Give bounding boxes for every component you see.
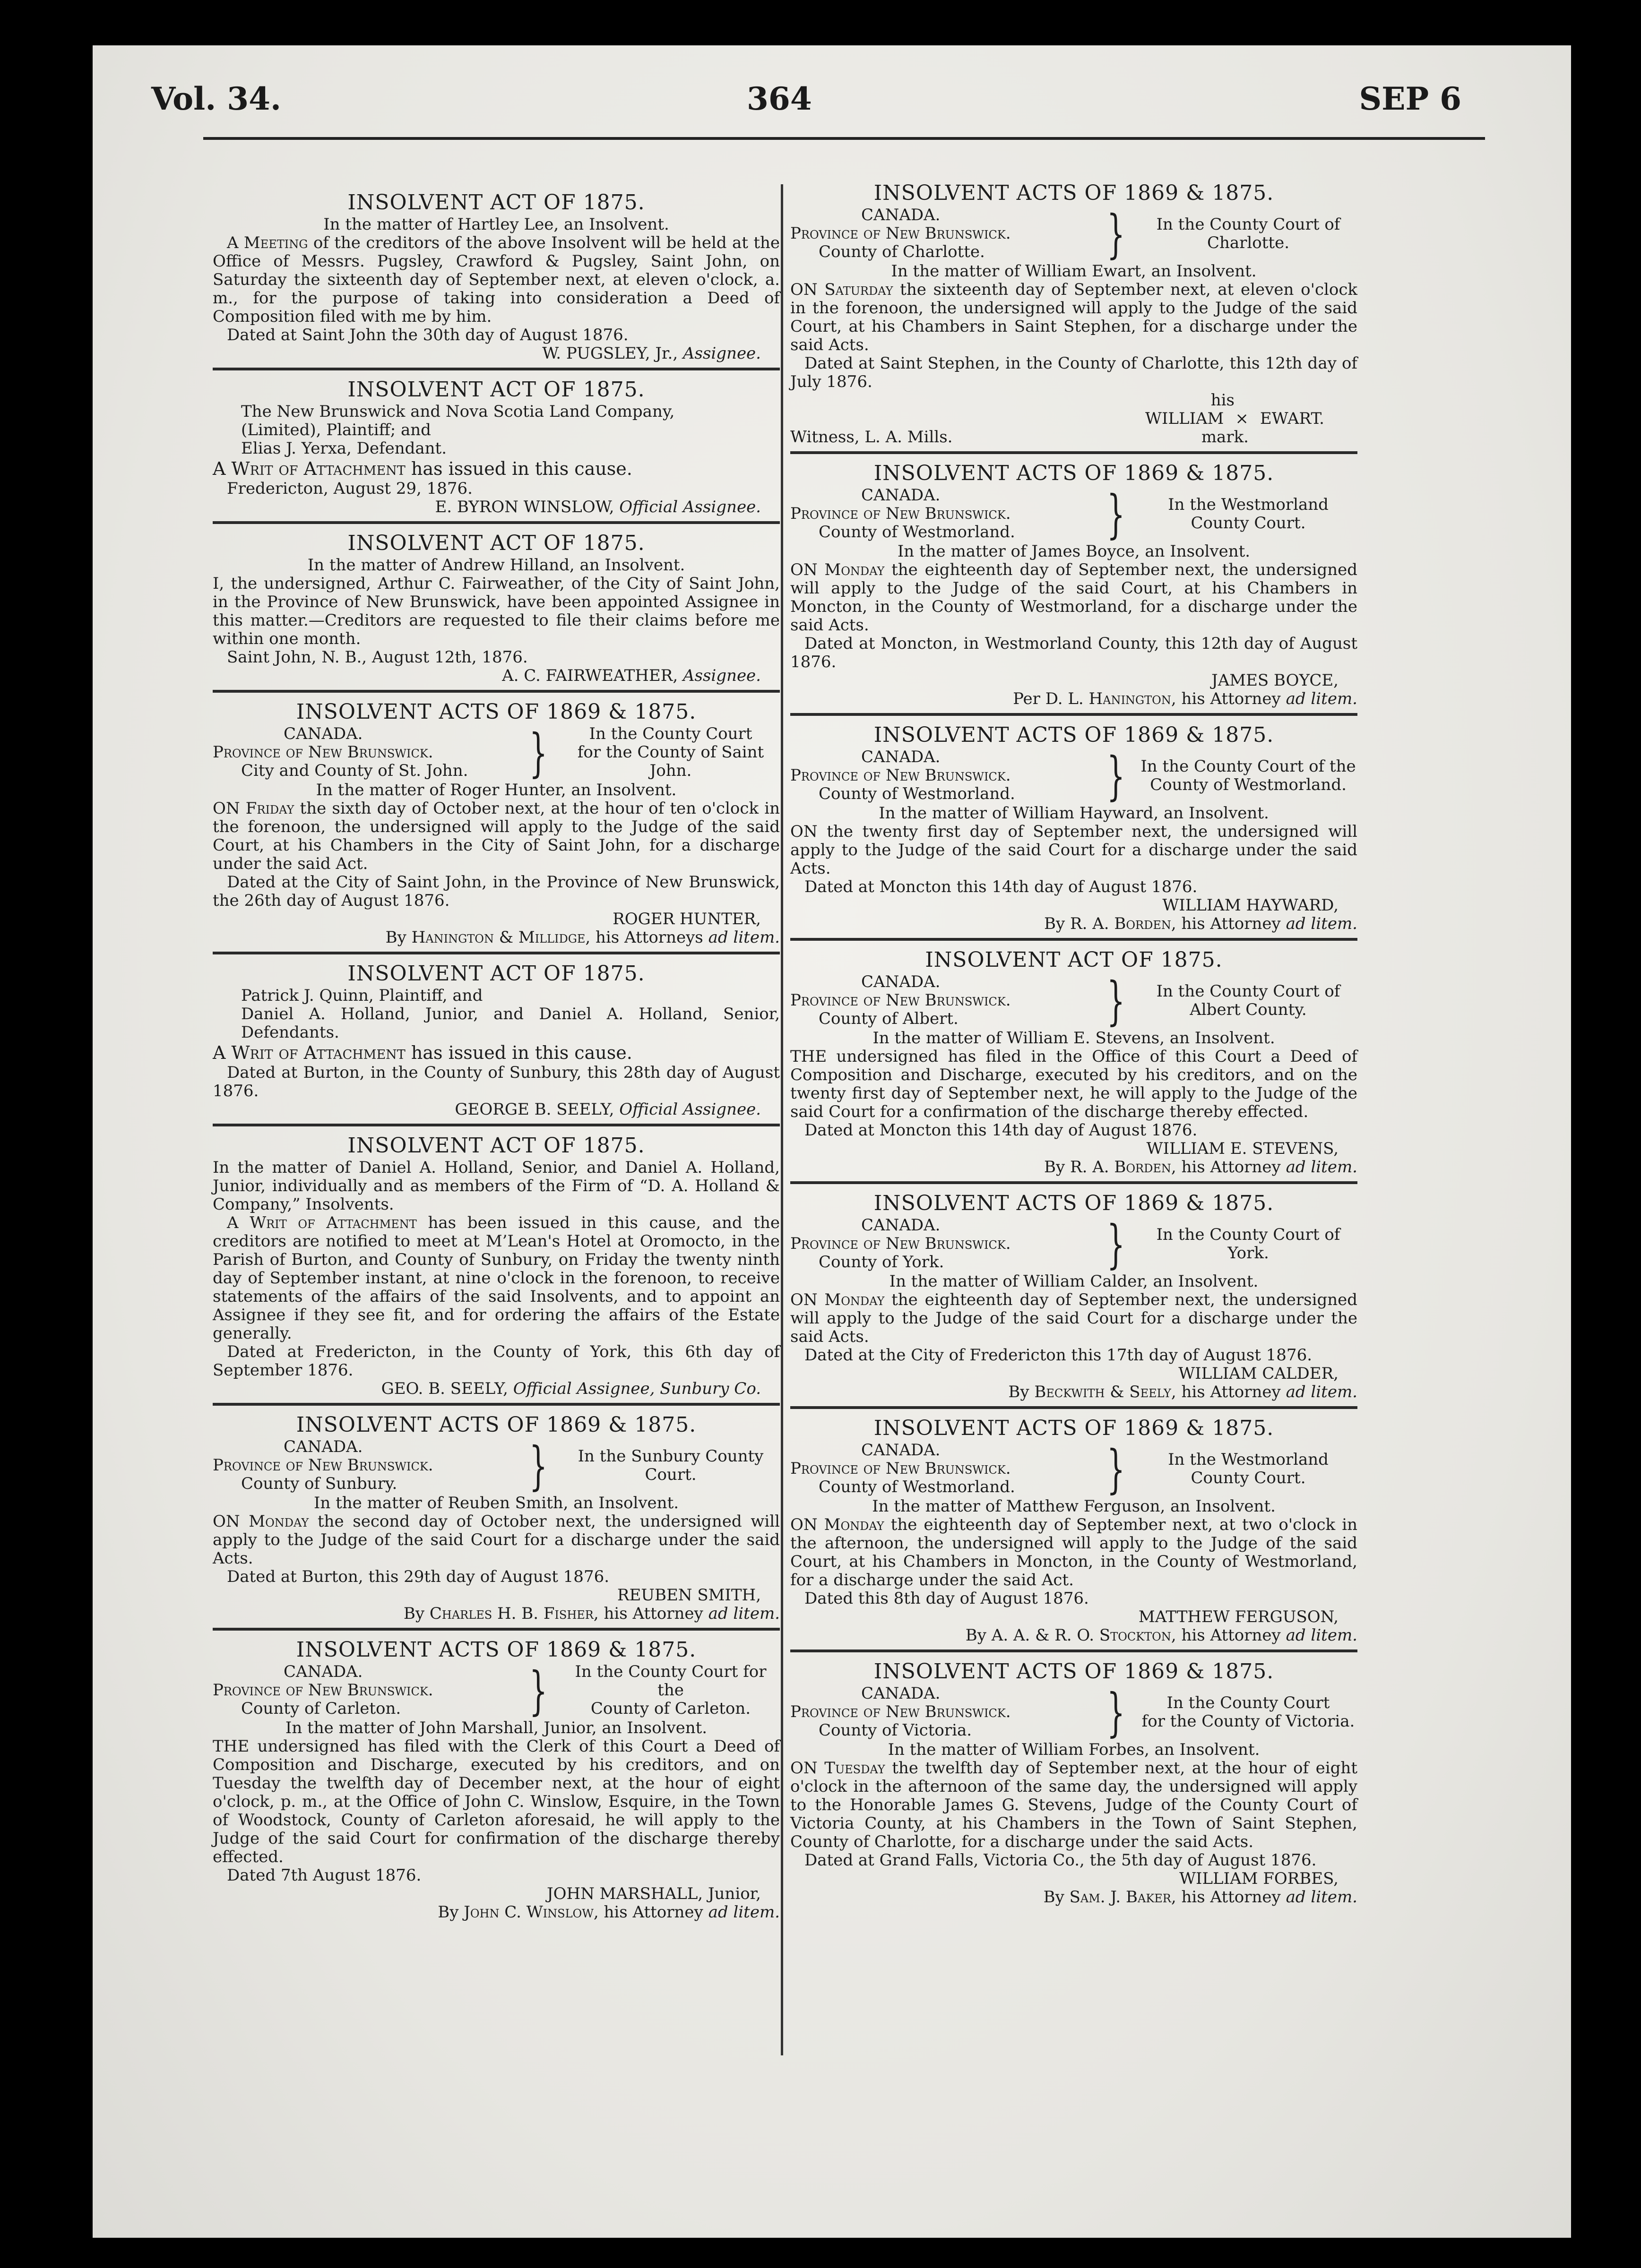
notice-matter: In the matter of James Boyce, an Insolvent. <box>897 542 1251 561</box>
notice-dated: Dated at Moncton this 14th day of August 1876. <box>804 877 1198 896</box>
court-heading: CANADA. Province of New Brunswick. County of Albert. } In the County Court of Albert County. <box>790 970 1340 1031</box>
notice-name: WILLIAM CALDER, <box>1178 1364 1339 1383</box>
notice-matter: In the matter of John Marshall, Junior, an Insolvent. <box>285 1718 708 1737</box>
notice-name: REUBEN SMITH, <box>617 1586 761 1605</box>
notice-signature: GEO. B. SEELY, Official Assignee, Sunbury Co. <box>381 1379 761 1398</box>
notice-body: A Meeting of the creditors of the above Insolvent will be held at the Office of Messrs. Pugsley, Crawford & Pugsley, Saint John, on Saturday the sixteenth day of September next, at eleven o'clock, a. m., for the purpose of taking into consideration a Deed of Composition filed with me by him. <box>213 233 780 326</box>
notice-body: ON Monday the eighteenth day of September next, the undersigned will apply to the Judge of the said Court, at his Chambers in Moncton, in the County of Westmorland, for a discharge under the said Acts. <box>790 560 1358 635</box>
notice-title: INSOLVENT ACTS OF 1869 & 1875. <box>873 1191 1274 1215</box>
court-heading: CANADA. Province of New Brunswick. County of Westmorland. } In the County Court of the County of Westmorland. <box>790 745 1356 806</box>
notice-body: I, the undersigned, Arthur C. Fairweather, of the City of Saint John, in the Province of New Brunswick, have been appointed Assignee in this matter.—Creditors are requested to file their claims before me within one month. <box>213 574 780 648</box>
notice-dated: Dated at Saint John the 30th day of August 1876. <box>227 326 629 344</box>
notice-body: THE undersigned has filed in the Office of this Court a Deed of Composition and Discharge, executed by his creditors, and on the twenty first day of September next, he will apply to the Judge of the said Court for a confirmation of the discharge thereby effected. <box>790 1047 1357 1121</box>
notice-quinn-holland <box>213 960 780 1126</box>
notice-title: INSOLVENT ACTS OF 1869 & 1875. <box>873 1659 1274 1684</box>
notice-party: The New Brunswick and Nova Scotia Land Company, <box>241 402 675 421</box>
court-heading: CANADA. Province of New Brunswick. County of York. } In the County Court of York. <box>790 1213 1340 1274</box>
notice-matter: In the matter of Hartley Lee, an Insolvent. <box>323 215 669 234</box>
notice-land-company <box>213 376 780 524</box>
notice-matter: In the matter of Reuben Smith, an Insolvent. <box>313 1494 679 1512</box>
notice-body: ON Monday the second day of October next, the undersigned will apply to the Judge of the said Court for a discharge under the said Acts. <box>213 1512 780 1568</box>
notice-william-forbes <box>790 1658 1357 1911</box>
notice-body: ON Monday the eighteenth day of September next, at two o'clock in the afternoon, the undersigned will apply to the Judge of the said Court, at his Chambers in Moncton, in the County of Westmorland, for a discharge under the said Act. <box>790 1515 1357 1589</box>
notice-party: Elias J. Yerxa, Defendant. <box>241 439 447 458</box>
notice-dated: Saint John, N. B., August 12th, 1876. <box>227 648 528 667</box>
notice-william-ewart <box>790 180 1357 454</box>
notice-title: INSOLVENT ACTS OF 1869 & 1875. <box>873 461 1274 485</box>
notice-name: WILLIAM FORBES, <box>1179 1869 1339 1888</box>
issue-date: SEP 6 <box>1359 80 1461 117</box>
notice-name: WILLIAM E. STEVENS, <box>1146 1139 1339 1158</box>
notice-title: INSOLVENT ACT OF 1875. <box>347 962 645 986</box>
court-heading: CANADA. Province of New Brunswick. County of Charlotte. } In the County Court of Charlotte. <box>790 203 1340 264</box>
notice-attorney: By Sam. J. Baker, his Attorney ad litem. <box>1043 1888 1357 1907</box>
court-heading: CANADA. Province of New Brunswick. County of Carleton. } In the County Court for the County of Carleton. <box>213 1660 767 1721</box>
notice-title: INSOLVENT ACTS OF 1869 & 1875. <box>873 181 1274 205</box>
notice-dated: Dated 7th August 1876. <box>227 1866 422 1885</box>
notice-signature: E. BYRON WINSLOW, Official Assignee. <box>435 498 761 516</box>
notice-william-calder <box>790 1190 1357 1409</box>
notice-andrew-hilland <box>213 530 780 693</box>
header-rule <box>203 137 1485 140</box>
notice-title: INSOLVENT ACT OF 1875. <box>925 948 1223 972</box>
notice-reuben-smith <box>213 1411 780 1631</box>
right-column <box>790 180 1357 1911</box>
notice-body: A Writ of Attachment has issued in this cause. <box>213 458 632 479</box>
notice-roger-hunter <box>213 698 780 954</box>
notice-attorney: Per D. L. Hanington, his Attorney ad litem. <box>1013 689 1357 708</box>
notice-matter: In the matter of Matthew Ferguson, an Insolvent. <box>872 1497 1276 1516</box>
notice-dated: Dated at Burton, this 29th day of August 1876. <box>227 1567 610 1586</box>
notice-title: INSOLVENT ACT OF 1875. <box>347 190 645 215</box>
notice-james-boyce <box>790 460 1357 716</box>
notice-title: INSOLVENT ACT OF 1875. <box>347 378 645 402</box>
notice-signature: W. PUGSLEY, Jr., Assignee. <box>542 344 761 363</box>
court-heading: CANADA. Province of New Brunswick. County of Sunbury. } In the Sunbury County Court. <box>213 1435 764 1496</box>
court-heading: CANADA. Province of New Brunswick. County of Westmorland. } In the Westmorland County Court. <box>790 1438 1329 1499</box>
notice-body: ON Monday the eighteenth day of September next, the undersigned will apply to the Judge of the said Court for a discharge under the said Acts. <box>790 1290 1358 1346</box>
notice-dated: Dated at Saint Stephen, in the County of Charlotte, this 12th day of July 1876. <box>790 354 1357 391</box>
notice-matter: In the matter of William Forbes, an Insolvent. <box>888 1740 1260 1759</box>
notice-party: (Limited), Plaintiff; and <box>241 421 431 439</box>
notice-title: INSOLVENT ACTS OF 1869 & 1875. <box>296 700 697 724</box>
notice-william-stevens <box>790 946 1357 1184</box>
notice-title: INSOLVENT ACTS OF 1869 & 1875. <box>873 723 1274 747</box>
notice-dated: Dated at Fredericton, in the County of York, this 6th day of September 1876. <box>213 1342 780 1380</box>
notice-william-hayward <box>790 722 1357 941</box>
court-heading: CANADA. Province of New Brunswick. City and County of St. John. } In the County Court for the County of Saint John. <box>213 722 764 783</box>
notice-attorney: By R. A. Borden, his Attorney ad litem. <box>1044 914 1357 933</box>
mark-signature: WILLIAM × EWART. <box>1145 409 1324 428</box>
notice-body: ON the twenty first day of September next, the undersigned will apply to the Judge of the said Court for a discharge under the said Acts. <box>790 822 1357 878</box>
notice-dated: Fredericton, August 29, 1876. <box>227 479 473 498</box>
notice-body: ON Saturday the sixteenth day of September next, at eleven o'clock in the forenoon, the undersigned will apply to the Judge of the said Court, at his Chambers in Saint Stephen, for a discharge under the said Acts. <box>790 280 1357 354</box>
notice-name: JOHN MARSHALL, Junior, <box>546 1884 761 1903</box>
notice-title: INSOLVENT ACT OF 1875. <box>347 1134 645 1158</box>
notice-party: Daniel A. Holland, Junior, and Daniel A. Holland, Senior, Defendants. <box>241 1005 780 1042</box>
notice-dated: Dated at Burton, in the County of Sunbury, this 28th day of August 1876. <box>213 1063 780 1100</box>
notice-dated: Dated this 8th day of August 1876. <box>804 1589 1089 1608</box>
notice-party: Patrick J. Quinn, Plaintiff, and <box>241 986 483 1005</box>
notice-name: ROGER HUNTER, <box>613 910 761 928</box>
notice-matter: In the matter of William Hayward, an Insolvent. <box>879 804 1269 823</box>
notice-body: A Writ of Attachment has been issued in this cause, and the creditors are notified to meet at M’Lean's Hotel at Oromocto, in the Parish of Burton, and County of Sunbury, on Friday the twenty ninth day of September instant, at nine o'clock in the forenoon, to receive statements of the affairs of the said Insolvents, and to appoint an Assignee if they see fit, and for ordering the affairs of the Estate generally. <box>213 1213 780 1343</box>
notice-signature: A. C. FAIRWEATHER, Assignee. <box>502 666 761 685</box>
notice-attorney: By A. A. & R. O. Stockton, his Attorney ad litem. <box>965 1626 1357 1645</box>
volume-number: Vol. 34. <box>151 80 282 117</box>
notice-john-marshall <box>213 1636 780 1926</box>
notice-dated: Dated at the City of Fredericton this 17th day of August 1876. <box>804 1346 1313 1365</box>
notice-hartley-lee <box>213 189 780 370</box>
notice-body: A Writ of Attachment has issued in this cause. <box>213 1042 632 1063</box>
left-column <box>213 189 780 1926</box>
notice-name: JAMES BOYCE, <box>1211 671 1339 690</box>
witness: Witness, L. A. Mills. <box>790 428 953 447</box>
notice-holland-company <box>213 1132 780 1406</box>
notice-matter: In the matter of Daniel A. Holland, Senior, and Daniel A. Holland, Junior, individually and as members of the Firm of “D. A. Holland & Company,” Insolvents. <box>213 1158 780 1214</box>
court-heading: CANADA. Province of New Brunswick. County of Victoria. } In the County Court for the County of Victoria. <box>790 1682 1355 1743</box>
notice-attorney: By Charles H. B. Fisher, his Attorney ad litem. <box>403 1604 780 1623</box>
notice-dated: Dated at the City of Saint John, in the Province of New Brunswick, the 26th day of August 1876. <box>213 873 780 910</box>
notice-attorney: By R. A. Borden, his Attorney ad litem. <box>1044 1158 1357 1177</box>
notice-matter: In the matter of Andrew Hilland, an Insolvent. <box>307 556 685 575</box>
notice-body: ON Friday the sixth day of October next, at the hour of ten o'clock in the forenoon, the undersigned will apply to the Judge of the said Court, at his Chambers in the City of Saint John, for a discharge under the said Act. <box>213 799 780 873</box>
notice-dated: Dated at Grand Falls, Victoria Co., the 5th day of August 1876. <box>804 1851 1317 1870</box>
notice-matter: In the matter of Roger Hunter, an Insolvent. <box>316 781 677 799</box>
notice-title: INSOLVENT ACT OF 1875. <box>347 531 645 555</box>
notice-matter: In the matter of William Ewart, an Insolvent. <box>891 262 1257 281</box>
notice-title: INSOLVENT ACTS OF 1869 & 1875. <box>296 1413 697 1437</box>
notice-name: MATTHEW FERGUSON, <box>1138 1607 1339 1626</box>
notice-body: ON Tuesday the twelfth day of September next, at the hour of eight o'clock in the afternoon of the same day, the undersigned will apply to the Honorable James G. Stevens, Judge of the County Court of Victoria County, at his Chambers in the Town of Saint Stephen, County of Charlotte, for a discharge under the said Acts. <box>790 1759 1357 1851</box>
mark-label: mark. <box>1201 428 1249 447</box>
notice-attorney: By John C. Winslow, his Attorney ad litem. <box>438 1903 780 1922</box>
notice-title: INSOLVENT ACTS OF 1869 & 1875. <box>296 1638 697 1662</box>
notice-dated: Dated at Moncton this 14th day of August 1876. <box>804 1121 1198 1140</box>
notice-matter: In the matter of William Calder, an Insolvent. <box>889 1272 1259 1291</box>
notice-matter: In the matter of William E. Stevens, an Insolvent. <box>872 1029 1275 1048</box>
court-heading: CANADA. Province of New Brunswick. County of Westmorland. } In the Westmorland County Court. <box>790 483 1329 544</box>
notice-name: WILLIAM HAYWARD, <box>1162 896 1339 915</box>
page-number: 364 <box>747 80 812 117</box>
notice-matthew-ferguson <box>790 1415 1357 1652</box>
notice-dated: Dated at Moncton, in Westmorland County, this 12th day of August 1876. <box>790 634 1357 671</box>
notice-body: THE undersigned has filed with the Clerk of this Court a Deed of Composition and Discharge, executed by his creditors, and on Tuesday the twelfth day of December next, at the hour of eight o'clock, p. m., at the Office of John C. Winslow, Esquire, in the Town of Woodstock, County of Carleton aforesaid, he will apply to the Judge of the said Court for confirmation of the discharge thereby effected. <box>213 1737 780 1866</box>
column-divider <box>781 184 783 2055</box>
notice-title: INSOLVENT ACTS OF 1869 & 1875. <box>873 1416 1274 1440</box>
notice-attorney: By Hanington & Millidge, his Attorneys ad litem. <box>385 928 780 947</box>
mark-his: his <box>1210 391 1235 410</box>
notice-attorney: By Beckwith & Seely, his Attorney ad litem. <box>1008 1383 1357 1401</box>
notice-signature: GEORGE B. SEELY, Official Assignee. <box>455 1100 761 1119</box>
